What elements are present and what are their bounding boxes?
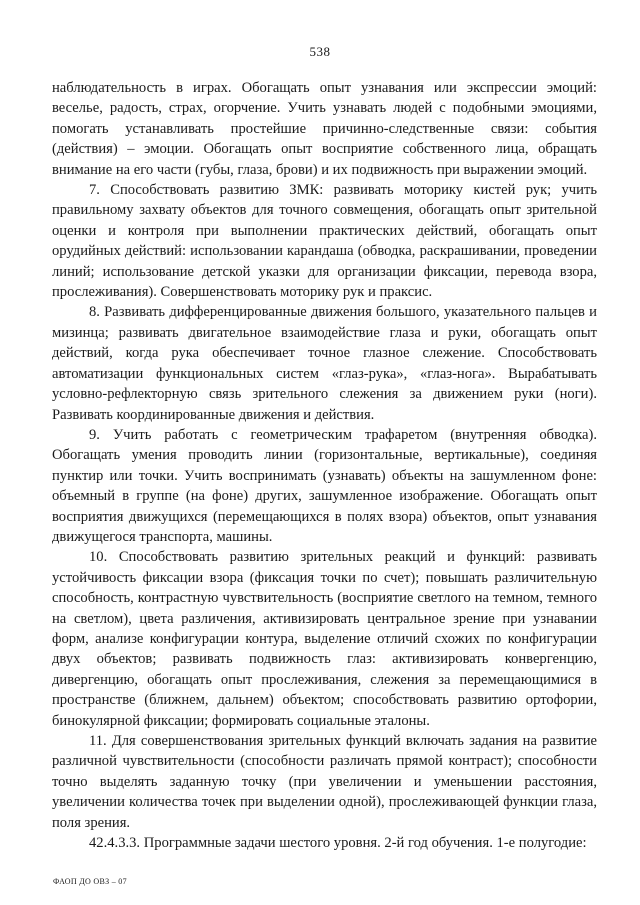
paragraph-item-10: 10. Способствовать развитию зрительных реакций и функций: развивать устойчивость фиксации взора (фиксация точки по счет); повышать различительную способность, контрастную чувствительность (восприятие светлого на темном, темного на светлом), цвета различения, активизировать центральное зрение при узнавании форм, анализе конфигурации контура, выделение отличий схожих по конфигурации двух объектов; развивать подвижность глаз: активизировать конвергенцию, дивергенцию, обогащать опыт прослеживания, слежения за перемещающимися в пространстве (ближнем, дальнем) объектом; способствовать развитию ортофории, бинокулярной фиксации; формировать социальные эталоны.	[52, 549, 597, 729]
paragraph-item-8: 8. Развивать дифференцированные движения большого, указательного пальцев и мизинца; развивать двигательное взаимодействие глаза и руки, обогащать опыт действий, когда рука обеспечивает точное глазное слежение. Способствовать автоматизации функциональных систем «глаз-рука», «глаз-нога». Вырабатывать условно-рефлекторную связь зрительного слежения за движением руки (ноги). Развивать координированные движения и действия.	[52, 304, 597, 423]
paragraph-item-11: 11. Для совершенствования зрительных функций включать задания на развитие различной чувствительности (способности различать прямой контраст); способности точно выделять заданную точку (при увеличении и уменьшении расстояния, увеличении количества точек при выделении одной), прослеживающей функции глаза, поля зрения.	[52, 733, 597, 831]
page-number: 538	[309, 44, 331, 59]
page-body	[52, 78, 597, 853]
paragraph-item-7: 7. Способствовать развитию ЗМК: развивать моторику кистей рук; учить правильному захвату объектов для точного совмещения, обогащать опыт зрительной оценки и контроля при выполнении практических действий, обогащать опыт орудийных действий: использовании карандаша (обводка, раскрашивании, проведении линий; использование детской указки для организации фиксации, перевода взора, прослеживания). Совершенствовать моторику рук и праксис.	[52, 182, 597, 301]
footer-document-code: ФАОП ДО ОВЗ – 07	[53, 877, 127, 886]
paragraph-item-9: 9. Учить работать с геометрическим трафаретом (внутренняя обводка). Обогащать умения проводить линии (горизонтальные, вертикальные), соединяя пунктир или точки. Учить воспринимать (узнавать) объекты на зашумленном фоне: объемный в группе (на фоне) других, зашумленное изображение. Обогащать опыт восприятия движущихся (перемещающихся в полях взора) объектов, опыт узнавания движущегося транспорта, машины.	[52, 426, 597, 545]
paragraph-continuation: наблюдательность в играх. Обогащать опыт узнавания или экспрессии эмоций: веселье, радость, страх, огорчение. Учить узнавать людей с подобными эмоциями, помогать устанавливать простейшие причинно-следственные связи: события (действия) – эмоции. Обогащать опыт восприятие собственного лица, обращать внимание на его части (губы, глаза, брови) и их подвижность при выражении эмоций.	[52, 80, 597, 178]
section-heading-42-4-3-3: 42.4.3.3. Программные задачи шестого уровня. 2-й год обучения. 1-е полугодие:	[89, 835, 587, 852]
